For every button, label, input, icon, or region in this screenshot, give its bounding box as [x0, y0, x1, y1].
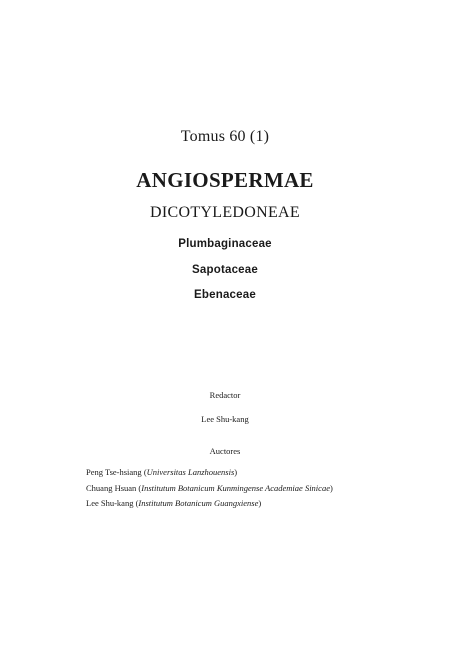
division-title: ANGIOSPERMAE [136, 168, 314, 192]
author-institution: Institutum Botanicum Kunmingense Academiae Sinicae [141, 482, 330, 493]
family-name: Ebenaceae [194, 289, 256, 301]
volume-number: Tomus 60 (1) [180, 128, 270, 145]
author-name: Lee Shu-kang [86, 498, 134, 508]
author-institution: Institutum Botanicum Guangxiense [138, 498, 259, 508]
class-title: DICOTYLEDONEAE [150, 204, 300, 221]
author-entry: Peng Tse-hsiang (Universitas Lanzhouensis) [86, 467, 238, 477]
author-name: Peng Tse-hsiang [86, 467, 142, 477]
auctores-label: Auctores [209, 446, 241, 456]
family-name: Sapotaceae [192, 264, 258, 276]
author-list [86, 465, 426, 512]
redactor-label: Redactor [209, 390, 241, 400]
family-name: Plumbaginaceae [178, 238, 272, 250]
author-institution: Universitas Lanzhouensis [146, 467, 235, 477]
author-name: Chuang Hsuan [86, 482, 137, 493]
redactor-name: Lee Shu-kang [201, 414, 249, 424]
author-entry: Chuang Hsuan (Institutum Botanicum Kunmingense Academiae Sinicae) [86, 482, 333, 493]
author-entry: Lee Shu-kang (Institutum Botanicum Guangxiense) [86, 498, 262, 508]
